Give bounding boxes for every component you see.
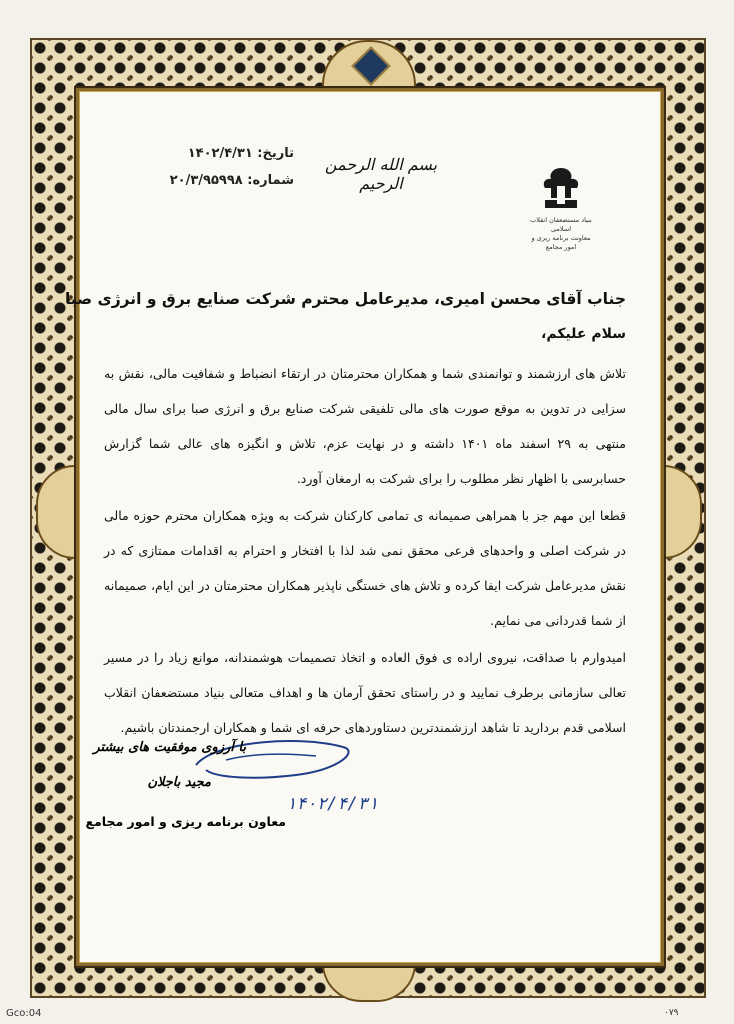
signer-position: معاون برنامه ریزی و امور مجامع xyxy=(85,814,286,829)
recipient-line: جناب آقای محسن امیری، مدیرعامل محترم شرکت صنایع برق و انرژی صبا xyxy=(65,290,626,308)
paragraph-3: امیدوارم با صداقت، نیروی اراده ی فوق العاده و اتخاذ تصمیمات هوشمندانه، موانع زیاد را در مسیر تعالی سازمانی برطرف نمایید و در راستای تحقق آرمان ها و اهداف متعالی بنیاد مستضعفان انقلاب اسلامی قدم بردارید تا شاهد ارزشمندترین دستاوردهای حرفه ای شما و همکاران ارجمندتان باشیم. xyxy=(104,650,626,735)
logo-subtitle: معاونت برنامه ریزی و امور مجامع xyxy=(531,234,591,251)
foundation-emblem-icon xyxy=(539,166,583,212)
logo-title: بنیاد مستضعفان انقلاب اسلامی xyxy=(530,216,592,233)
basmala: بسم الله الرحمن الرحیم xyxy=(324,155,438,193)
greeting: سلام علیکم، xyxy=(541,326,626,342)
letter-date: تاریخ: ۱۴۰۲/۴/۳۱ xyxy=(187,146,294,161)
closing-wishes: با آرزوی موفقیت های بیشتر xyxy=(93,740,246,755)
signature-date: ۱۴۰۲/۴/۳۱ xyxy=(286,794,379,814)
footer-mark: ۰۷۹ xyxy=(664,1008,679,1018)
letter-meta xyxy=(104,140,294,194)
paragraph-2: قطعا این مهم جز با همراهی صمیمانه ی تمامی کارکنان شرکت به ویژه همکاران محترم حوزه مالی در شرکت اصلی و واحدهای فرعی محقق نمی شد لذا با افتخار و احترام به اقدامات ممتازی که در نقش مدیرعامل شرکت ایفا کرده و تلاش های خستگی ناپذیر همکاران محترمتان در این ایام، صمیمانه از شما قدردانی می نمایم. xyxy=(104,508,626,628)
footer-code: Gco:04 xyxy=(6,1008,42,1019)
letter-content xyxy=(65,100,648,950)
letter-number: شماره: ۲۰/۳/۹۵۹۹۸ xyxy=(169,173,294,188)
signer-name: مجید باجلان xyxy=(147,775,211,790)
paragraph-1: تلاش های ارزشمند و توانمندی شما و همکاران محترمتان در ارتقاء انضباط و شفافیت مالی، نقش به سزایی در تدوین به موقع صورت های مالی تلفیقی شرکت صنایع برق و انرژی صبا برای سال مالی منتهی به ۲۹ اسفند ماه ۱۴۰۱ داشته و در نهایت عزم، تلاش و انگیزه های عالی شما گزارش حسابرسی با اظهار نظر مطلوب را برای شرکت به ارمغان آورد. xyxy=(104,366,626,486)
letter-body xyxy=(65,290,626,745)
closing-block xyxy=(86,740,606,829)
organization-logo xyxy=(526,166,596,252)
